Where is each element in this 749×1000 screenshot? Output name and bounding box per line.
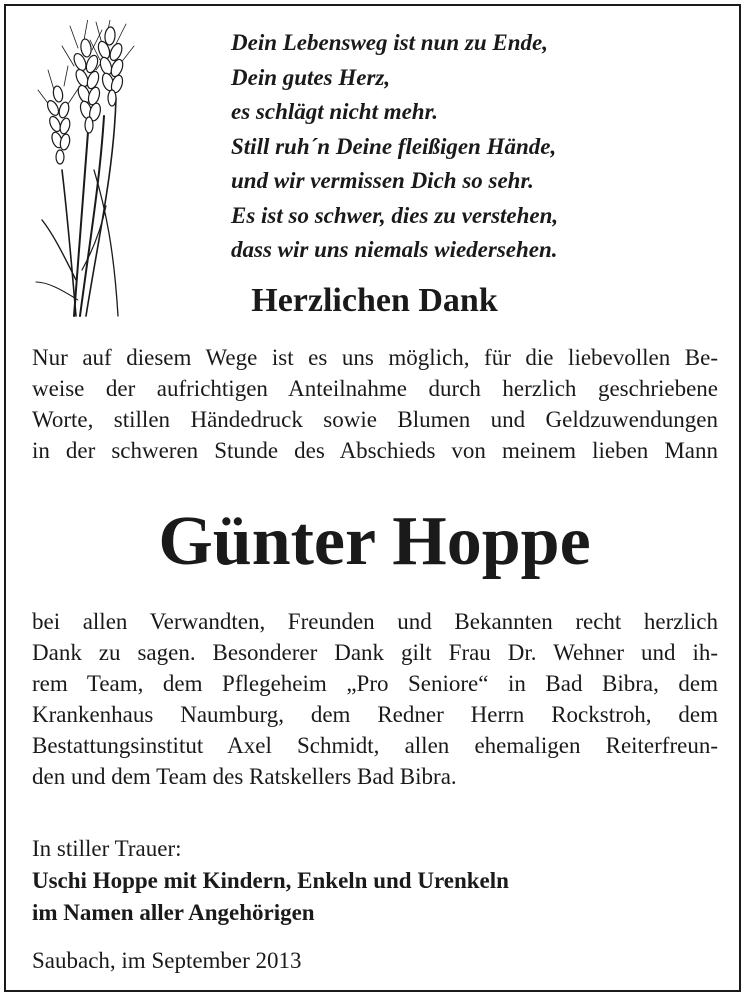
place-date: Saubach, im September 2013 [32, 948, 302, 973]
paragraph-line: in der schweren Stunde des Abschieds von meinem lieben Mann [32, 438, 718, 463]
paragraph-line: den und dem Team des Ratskellers Bad Bibra. [32, 764, 457, 789]
poem-line: Dein gutes Herz, [231, 64, 391, 90]
paragraph-line: Bestattungsinstitut Axel Schmidt, allen ehemaligen Reiterfreun- [32, 733, 718, 758]
signatories-line: Uschi Hoppe mit Kindern, Enkeln und Urenkeln [32, 868, 509, 893]
paragraph-line: Dank zu sagen. Besonderer Dank gilt Frau Dr. Wehner und ih- [32, 640, 718, 665]
deceased-name: Günter Hoppe [158, 503, 591, 580]
acknowledgements-paragraph [32, 606, 718, 792]
paragraph-line: rem Team, dem Pflegeheim „Pro Seniore“ in Bad Bibra, dem [32, 671, 718, 696]
memorial-poem [231, 26, 651, 268]
poem-line: dass wir uns niemals wiedersehen. [231, 237, 558, 262]
poem-line: Still ruh´n Deine fleißigen Hände, [231, 133, 557, 159]
paragraph-line: weise der aufrichtigen Anteilnahme durch herzlich geschriebene [32, 376, 718, 401]
mourning-intro: In stiller Trauer: [32, 836, 182, 861]
paragraph-line: Krankenhaus Naumburg, dem Redner Herrn Rockstroh, dem [32, 702, 718, 727]
poem-line: und wir vermissen Dich so sehr. [231, 168, 534, 193]
thanks-heading [0, 279, 749, 323]
paragraph-line: bei allen Verwandten, Freunden und Bekannten recht herzlich [32, 609, 718, 634]
paragraph-line: Nur auf diesem Wege ist es uns möglich, für die liebevollen Be- [32, 345, 718, 370]
wheat-ears-icon [32, 20, 142, 320]
paragraph-line: Worte, stillen Händedruck sowie Blumen und Geldzuwendungen [32, 407, 718, 432]
poem-line: Es ist so schwer, dies zu verstehen, [231, 202, 559, 228]
poem-line: es schlägt nicht mehr. [231, 99, 439, 124]
thanks-paragraph [32, 342, 718, 466]
signatories-line: im Namen aller Angehörigen [32, 900, 315, 925]
signature-block [32, 833, 509, 929]
poem-line: Dein Lebensweg ist nun zu Ende, [231, 30, 548, 55]
thanks-heading-text: Herzlichen Dank [251, 282, 498, 319]
